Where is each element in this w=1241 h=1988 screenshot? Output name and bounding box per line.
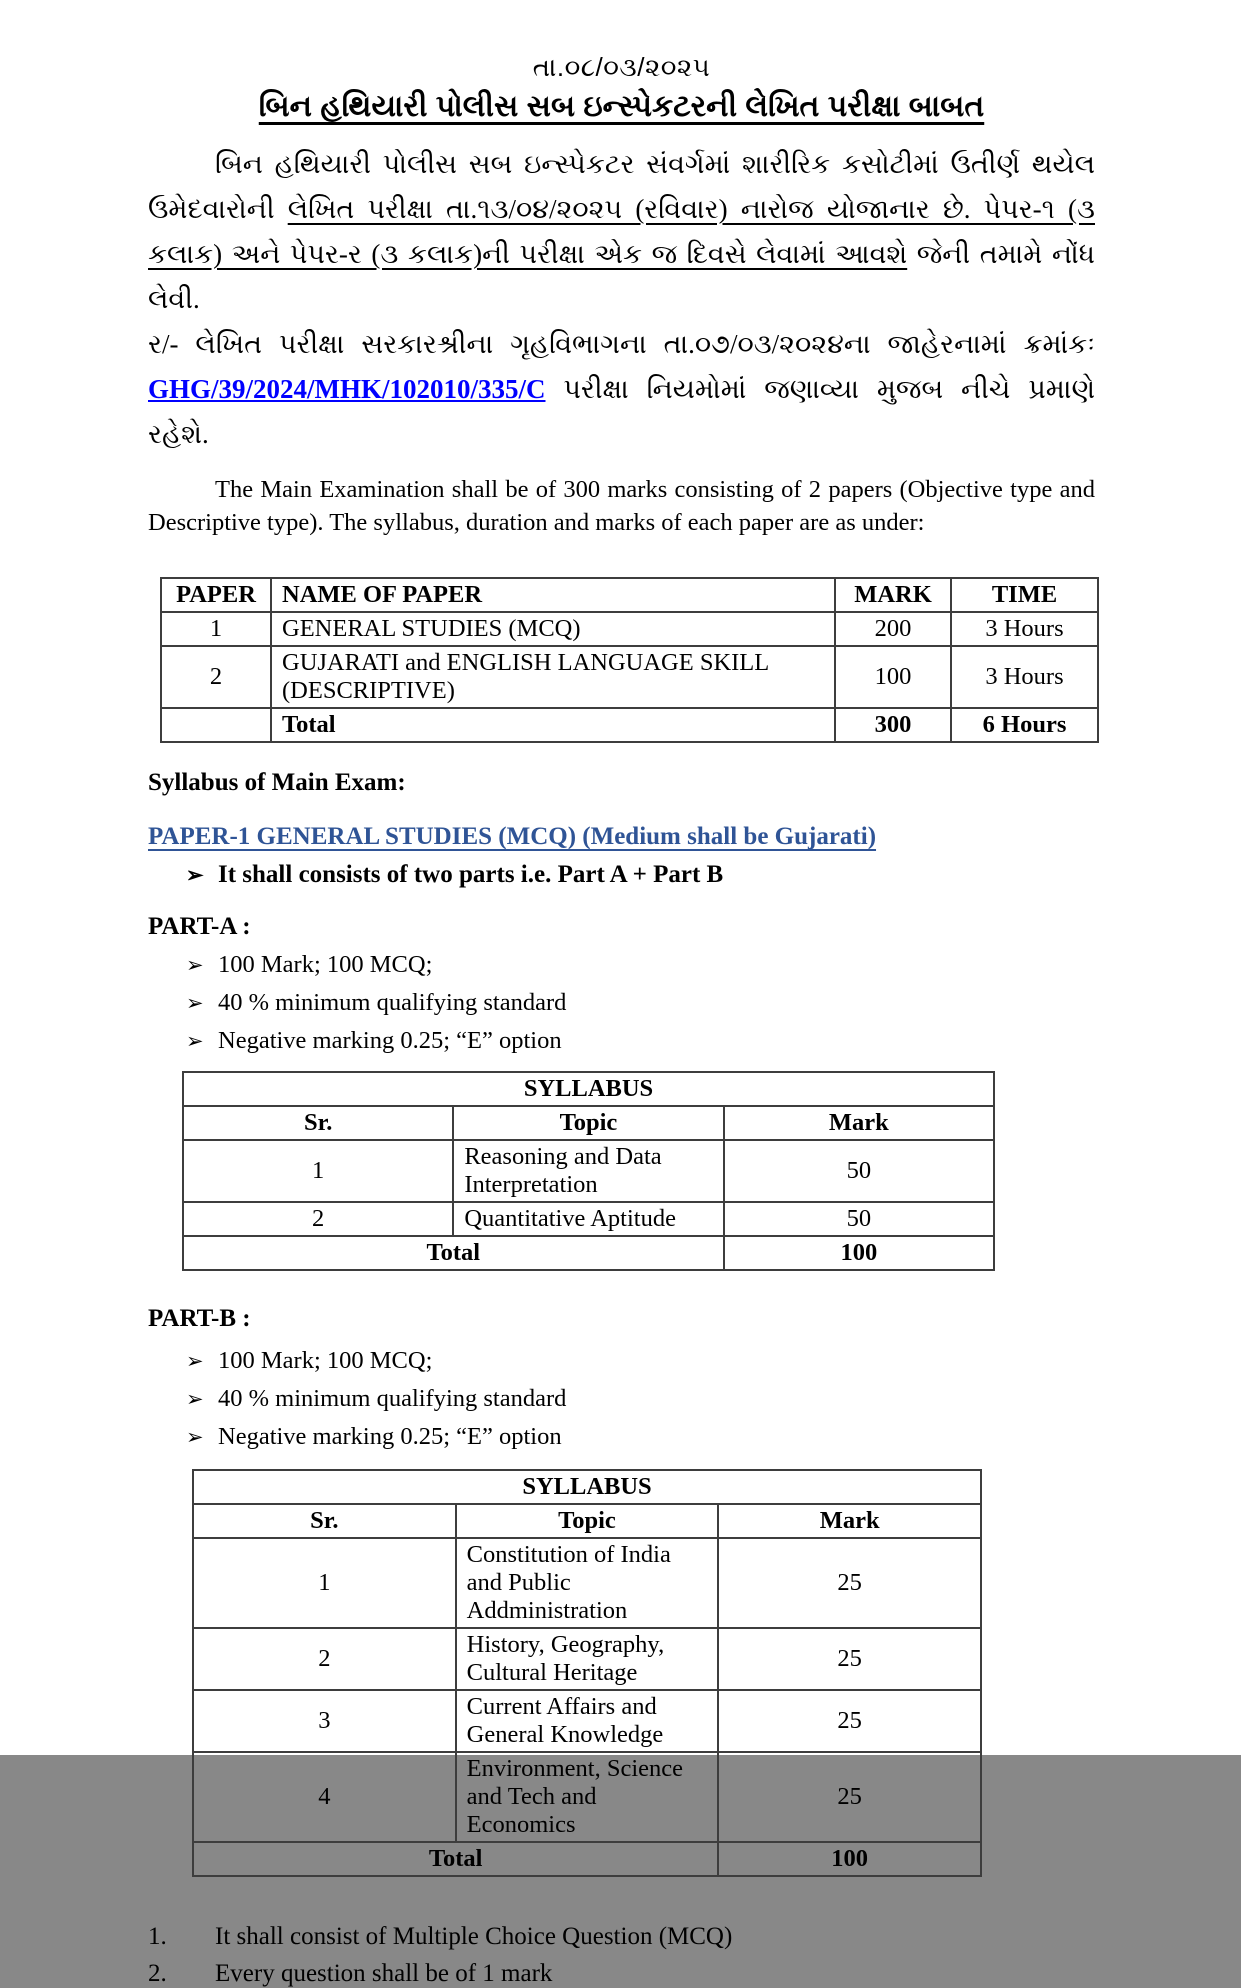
col-header-paper: PAPER (161, 578, 271, 612)
notification-number-link[interactable]: GHG/39/2024/MHK/102010/335/C (148, 374, 546, 404)
cell-mark: 100 (835, 646, 951, 708)
syllabus-table-title: SYLLABUS (183, 1072, 994, 1106)
arrow-bullet-icon: ➢ (186, 953, 204, 977)
cell-paper-number: 2 (161, 646, 271, 708)
cell-total-time: 6 Hours (951, 708, 1098, 742)
paper-structure-table (160, 577, 1099, 743)
cell-topic: Environment, Science and Tech and Economics (456, 1752, 719, 1842)
bullet-text: 100 Mark; 100 MCQ; (218, 1347, 433, 1374)
col-header-mark: Mark (724, 1106, 994, 1140)
bullet-text: Negative marking 0.25; “E” option (218, 1027, 562, 1054)
bullet-text: Negative marking 0.25; “E” option (218, 1423, 562, 1450)
list-item-number: 1. (148, 1923, 167, 1950)
syllabus-table-title: SYLLABUS (193, 1470, 981, 1504)
arrow-bullet-icon: ➢ (186, 1387, 204, 1411)
cell-paper-name: GENERAL STUDIES (MCQ) (271, 612, 835, 646)
table-row (193, 1752, 981, 1842)
para2-text-end: પરીક્ષા નિયમોમાં જણાવ્યા મુજબ નીચે પ્રમાણે રહેશે. (148, 374, 1095, 449)
paragraph-exam-schedule (148, 142, 1095, 322)
table-row (161, 612, 1098, 646)
cell-sr: 2 (193, 1628, 456, 1690)
part-a-syllabus-table (182, 1071, 995, 1271)
part-a-bullet-item (148, 1027, 1095, 1055)
paragraph-main-examination: The Main Examination shall be of 300 marks consisting of 2 papers (Objective type and Descriptive type). The syllabus, duration and marks of each paper are as under: (148, 476, 1095, 536)
cell-sr: 1 (183, 1140, 453, 1202)
part-a-heading: PART-A : (148, 913, 251, 940)
table-row (183, 1140, 994, 1202)
table-title-row (193, 1470, 981, 1504)
cell-total-label: Total (183, 1236, 724, 1270)
table-total-row (183, 1236, 994, 1270)
arrow-bullet-icon: ➢ (186, 863, 204, 887)
cell-sr: 4 (193, 1752, 456, 1842)
table-header-row (193, 1504, 981, 1538)
list-item-number: 2. (148, 1960, 167, 1987)
date-line: તા.૦૮/૦૩/૨૦૨૫ (532, 52, 711, 82)
part-a-bullet-item (148, 951, 1095, 979)
para2-text: ર/- લેખિત પરીક્ષા સરકારશ્રીના ગૃહવિભાગના તા.૦૭/૦૩/૨૦૨૪ના જાહેરનામાં ક્રમાંકઃ (148, 329, 1095, 359)
bullet-text: 100 Mark; 100 MCQ; (218, 951, 433, 978)
bullet-text: 40 % minimum qualifying standard (218, 1385, 567, 1412)
cell-total-label: Total (193, 1842, 718, 1876)
table-row (193, 1628, 981, 1690)
arrow-bullet-icon: ➢ (186, 1349, 204, 1373)
table-row (193, 1538, 981, 1628)
table-title-row (183, 1072, 994, 1106)
cell-topic: Reasoning and Data Interpretation (453, 1140, 723, 1202)
cell-topic: Current Affairs and General Knowledge (456, 1690, 719, 1752)
part-b-bullet-item (148, 1385, 1095, 1413)
cell-paper-name: GUJARATI and ENGLISH LANGUAGE SKILL (DESCRIPTIVE) (271, 646, 835, 708)
footer-notes-list (148, 1923, 1095, 1988)
col-header-topic: Topic (453, 1106, 723, 1140)
cell-mark: 25 (718, 1690, 981, 1752)
cell-topic: Quantitative Aptitude (453, 1202, 723, 1236)
bullet-text: 40 % minimum qualifying standard (218, 989, 567, 1016)
para1-text-end: જેની તમામે નોંધ લેવી. (148, 239, 1095, 314)
col-header-topic: Topic (456, 1504, 719, 1538)
cell-sr: 1 (193, 1538, 456, 1628)
document-title: બિન હથિયારી પોલીસ સબ ઇન્સ્પેકટરની લેખિત પરીક્ષા બાબત (258, 90, 985, 123)
syllabus-main-exam-heading: Syllabus of Main Exam: (148, 769, 406, 796)
table-total-row (193, 1842, 981, 1876)
cell-topic: History, Geography, Cultural Heritage (456, 1628, 719, 1690)
cell-sr: 2 (183, 1202, 453, 1236)
paper1-heading: PAPER-1 GENERAL STUDIES (MCQ) (Medium shall be Gujarati) (148, 823, 877, 850)
col-header-time: TIME (951, 578, 1098, 612)
cell-mark: 50 (724, 1202, 994, 1236)
para1-text: બિન હથિયારી પોલીસ સબ ઇન્સ્પેકટર સંવર્ગમાં શારીરિક કસોટીમાં ઉતીર્ણ થયેલ ઉમેદવારોની (148, 149, 1095, 224)
col-header-mark: Mark (718, 1504, 981, 1538)
cell-total-mark: 100 (724, 1236, 994, 1270)
col-header-sr: Sr. (183, 1106, 453, 1140)
list-item (148, 1923, 1095, 1951)
cell-total-mark: 300 (835, 708, 951, 742)
cell-empty (161, 708, 271, 742)
arrow-bullet-icon: ➢ (186, 1425, 204, 1449)
part-b-bullet-item (148, 1423, 1095, 1451)
cell-sr: 3 (193, 1690, 456, 1752)
cell-total-label: Total (271, 708, 835, 742)
table-row (193, 1690, 981, 1752)
cell-mark: 200 (835, 612, 951, 646)
list-item-text: Every question shall be of 1 mark (215, 1960, 553, 1987)
part-b-bullet-item (148, 1347, 1095, 1375)
bullet-text: It shall consists of two parts i.e. Part A + Part B (218, 861, 724, 888)
table-row (161, 646, 1098, 708)
paragraph-notification (148, 322, 1095, 457)
cell-time: 3 Hours (951, 646, 1098, 708)
table-total-row (161, 708, 1098, 742)
table-row (183, 1202, 994, 1236)
part-a-bullet-item (148, 989, 1095, 1017)
part-b-heading: PART-B : (148, 1305, 251, 1332)
cell-mark: 25 (718, 1628, 981, 1690)
col-header-name-of-paper: NAME OF PAPER (271, 578, 835, 612)
paper1-bullet-item (148, 861, 1095, 889)
para1-underlined-text: લેખિત પરીક્ષા તા.૧૩/૦૪/૨૦૨૫ (રવિવાર) નારોજ યોજાનાર છે. પેપર-૧ (૩ કલાક) અને પેપર-ર (૩ કલાક)ની પરીક્ષા એક જ દિવસે લેવામાં આવશે (148, 194, 1095, 269)
table-header-row (183, 1106, 994, 1140)
cell-mark: 25 (718, 1752, 981, 1842)
cell-mark: 25 (718, 1538, 981, 1628)
cell-topic: Constitution of India and Public Addministration (456, 1538, 719, 1628)
arrow-bullet-icon: ➢ (186, 991, 204, 1015)
list-item-text: It shall consist of Multiple Choice Question (MCQ) (215, 1923, 733, 1950)
cell-total-mark: 100 (718, 1842, 981, 1876)
col-header-sr: Sr. (193, 1504, 456, 1538)
arrow-bullet-icon: ➢ (186, 1029, 204, 1053)
cell-time: 3 Hours (951, 612, 1098, 646)
col-header-mark: MARK (835, 578, 951, 612)
list-item (148, 1960, 1095, 1988)
cell-paper-number: 1 (161, 612, 271, 646)
part-b-syllabus-table (192, 1469, 982, 1877)
cell-mark: 50 (724, 1140, 994, 1202)
table-header-row (161, 578, 1098, 612)
